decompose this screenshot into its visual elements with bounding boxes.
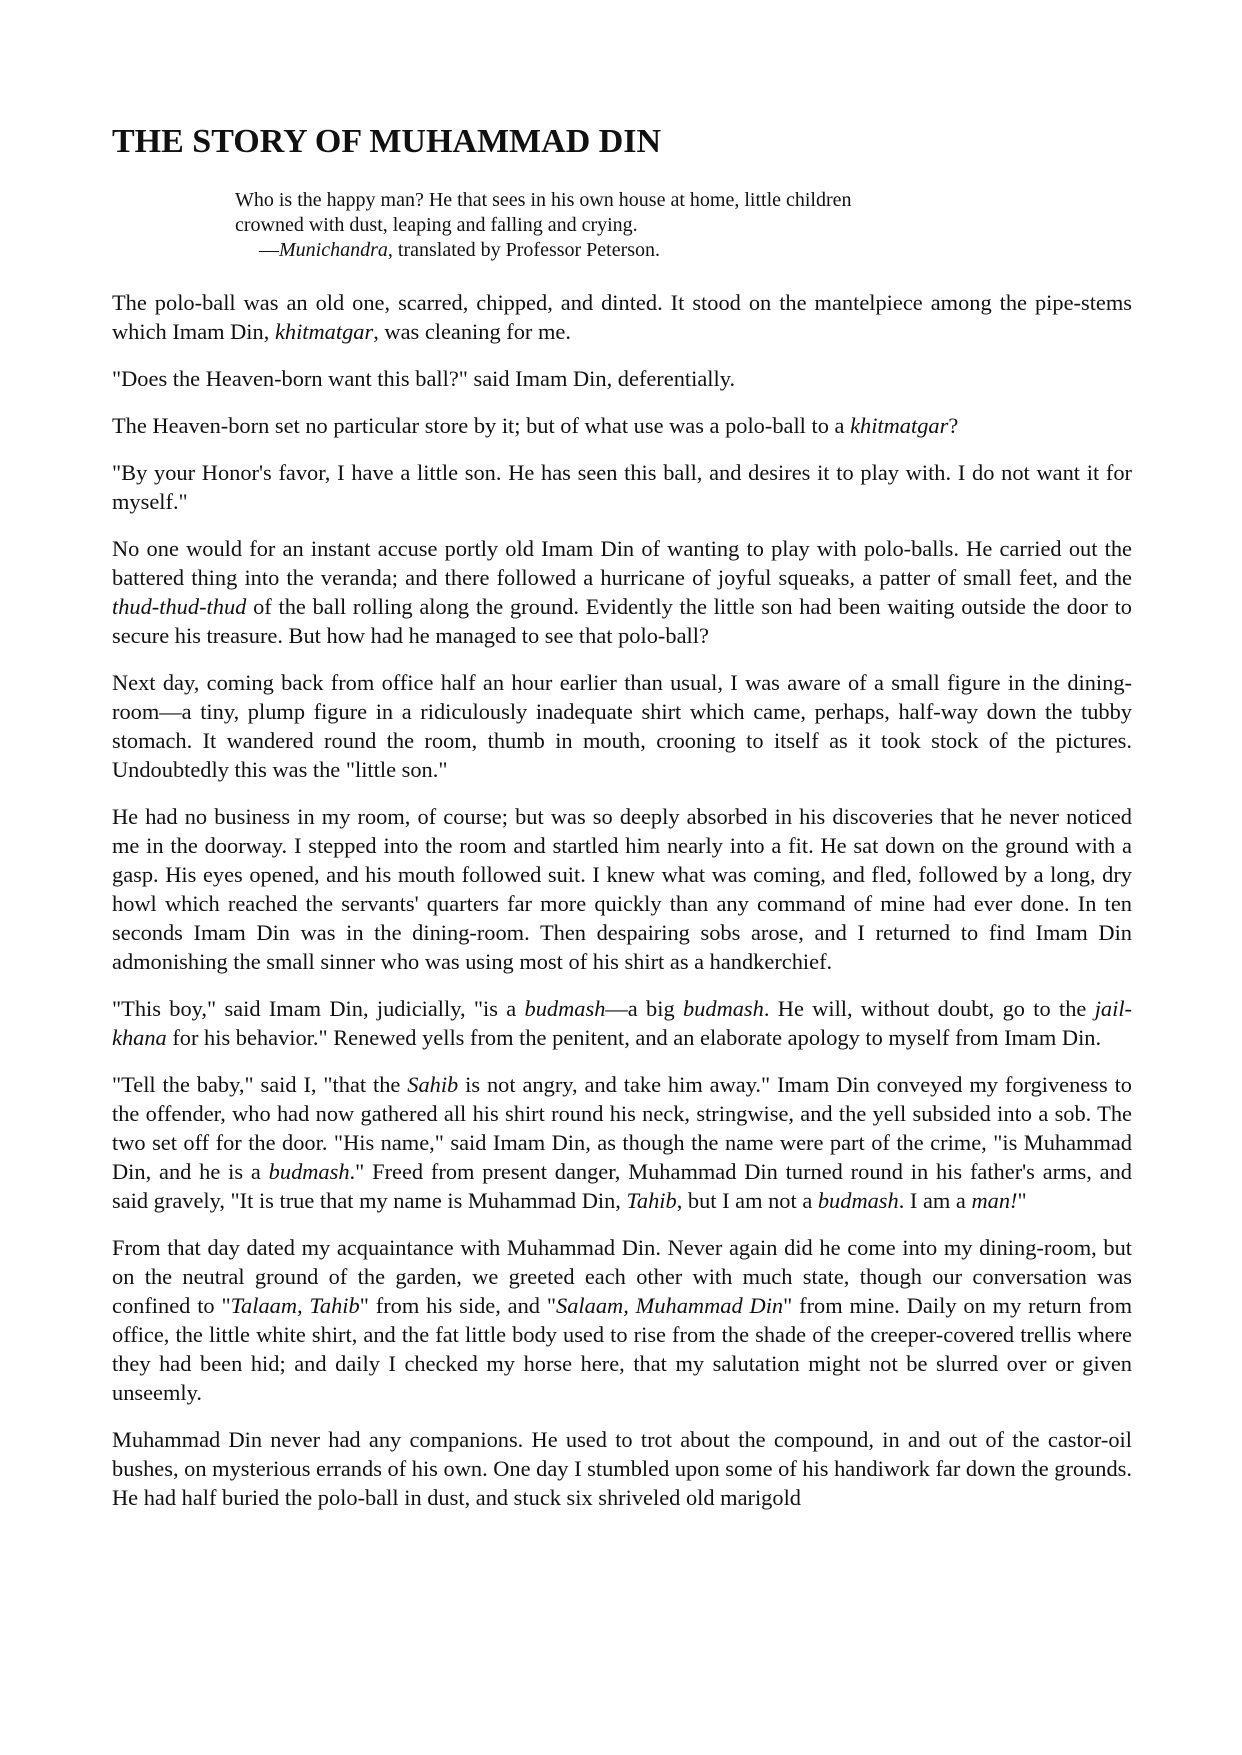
italic-run: budmash <box>524 996 606 1021</box>
text-run: ." Freed from present danger, Muhammad Din turned round in his father's arms, and said gravely, "It is true that my name is Muhammad Din, <box>112 1159 1133 1213</box>
italic-run: jail-khana <box>112 996 1133 1050</box>
text-run: "Tell the baby," said I, "that the <box>112 1072 408 1097</box>
text-run: The polo-ball was an old one, scarred, chipped, and dinted. It stood on the mantelpiece among the pipe-stems which Imam Din, <box>112 290 1132 344</box>
text-run: of the ball rolling along the ground. Evidently the little son had been waiting outside the door to secure his treasure. But how had he managed to see that polo-ball? <box>112 594 1132 648</box>
text-run: From that day dated my acquaintance with Muhammad Din. Never again did he come into my dining-room, but on the neutral ground of the garden, we greeted each other with much state, though our conversation was confined to " <box>112 1235 1132 1318</box>
text-run: . He will, without doubt, go to the <box>763 996 1095 1021</box>
italic-run: budmash <box>682 996 764 1021</box>
paragraph <box>112 1070 1132 1215</box>
paragraph: He had no business in my room, of course; but was so deeply absorbed in his discoveries that he never noticed me in the doorway. I stepped into the room and startled him nearly into a fit. He sat down on the ground with a gasp. His eyes opened, and his mouth followed suit. I knew what was coming, and fled, followed by a long, dry howl which reached the servants' quarters far more quickly than any command of mine had ever done. In ten seconds Imam Din was in the dining-room. Then despairing sobs arose, and I returned to find Imam Din admonishing the small sinner who was using most of his shirt as a handkerchief. <box>112 804 1132 974</box>
paragraph <box>112 288 1132 346</box>
paragraph <box>112 1233 1132 1407</box>
text-run: —a big <box>605 996 683 1021</box>
text-run: for his behavior." Renewed yells from the penitent, and an elaborate apology to myself from Imam Din. <box>166 1025 1102 1050</box>
italic-run: man! <box>971 1188 1018 1213</box>
italic-run: Salaam, Muhammad Din <box>556 1293 784 1318</box>
italic-run: Tahib <box>626 1188 677 1213</box>
text-run: is not angry, and take him away." Imam Din conveyed my forgiveness to the offender, who had now gathered all his shirt round his neck, stringwise, and the yell subsided into a sob. The two set off for the door. "His name," said Imam Din, as though the name were part of the crime, "is Muhammad Din, and he is a <box>112 1072 1132 1184</box>
italic-run: budmash <box>817 1188 899 1213</box>
text-run: " <box>1017 1188 1027 1213</box>
page-title: THE STORY OF MUHAMMAD DIN <box>112 123 662 160</box>
attribution-rest: , translated by Professor Peterson. <box>387 239 661 261</box>
text-run: No one would for an instant accuse portly old Imam Din of wanting to play with polo-balls. He carried out the battered thing into the veranda; and there followed a hurricane of joyful squeaks, a patter of small feet, and the <box>112 536 1132 590</box>
italic-run: budmash <box>268 1159 350 1184</box>
paragraph <box>112 534 1132 650</box>
paragraph: Muhammad Din never had any companions. He used to trot about the compound, in and out of the castor-oil bushes, on mysterious errands of his own. One day I stumbled upon some of his handiwork far down the grounds. He had half buried the polo-ball in dust, and stuck six shriveled old marigold <box>112 1427 1132 1510</box>
attribution-dash: — <box>259 239 279 261</box>
epigraph-attribution <box>235 238 955 263</box>
attribution-author: Munichandra <box>279 239 388 261</box>
paragraph <box>112 994 1132 1052</box>
text-run: ? <box>948 413 959 438</box>
text-run: "This boy," said Imam Din, judicially, "is a <box>112 996 525 1021</box>
text-run: The Heaven-born set no particular store by it; but of what use was a polo-ball to a <box>112 413 851 438</box>
paragraph: "By your Honor's favor, I have a little son. He has seen this ball, and desires it to play with. I do not want it for myself." <box>112 460 1132 514</box>
paragraph: Next day, coming back from office half an hour earlier than usual, I was aware of a small figure in the dining-room—a tiny, plump figure in a ridiculously inadequate shirt which came, perhaps, half-way down the tubby stomach. It wandered round the room, thumb in mouth, crooning to itself as it took stock of the pictures. Undoubtedly this was the "little son." <box>112 670 1132 782</box>
italic-run: khitmatgar <box>850 413 949 438</box>
text-run: " from mine. Daily on my return from office, the little white shirt, and the fat little body used to rise from the shade of the creeper-covered trellis where they had been hid; and daily I checked my horse here, that my salutation might not be slurred over or given unseemly. <box>112 1293 1133 1405</box>
epigraph-line: Who is the happy man? He that sees in his own house at home, little children <box>235 189 852 211</box>
italic-run: thud-thud-thud <box>112 594 247 619</box>
paragraph: "Does the Heaven-born want this ball?" said Imam Din, deferentially. <box>112 366 736 391</box>
text-run: . I am a <box>898 1188 972 1213</box>
paragraph <box>112 411 1132 440</box>
text-run: , but I am not a <box>676 1188 818 1213</box>
text-run: , was cleaning for me. <box>373 319 571 344</box>
epigraph-line: crowned with dust, leaping and falling and crying. <box>235 214 638 236</box>
italic-run: Talaam, Tahib <box>230 1293 360 1318</box>
italic-run: Sahib <box>407 1072 459 1097</box>
text-run: " from his side, and " <box>359 1293 557 1318</box>
story-body <box>112 288 1132 1530</box>
epigraph <box>235 188 955 263</box>
italic-run: khitmatgar <box>274 319 374 344</box>
